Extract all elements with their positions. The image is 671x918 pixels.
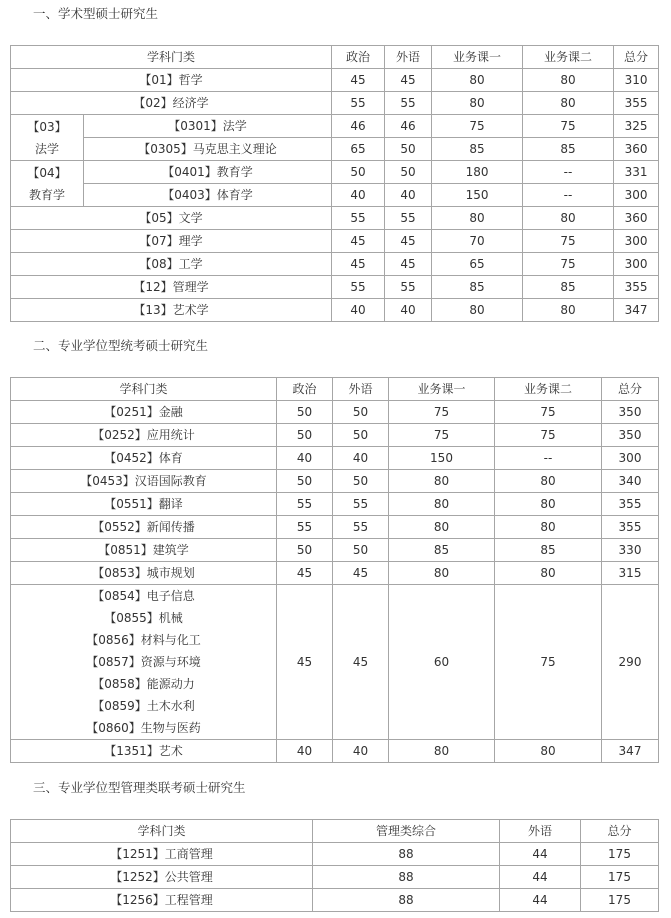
header-row (11, 820, 659, 843)
subject-cell: 【0851】建筑学 (11, 539, 277, 562)
score-cell: 50 (277, 539, 333, 562)
column-header: 政治 (332, 46, 385, 69)
score-cell: 55 (332, 276, 385, 299)
score-cell: 80 (495, 470, 602, 493)
subject-cell: 【1251】工商管理 (11, 843, 313, 866)
subject-cell: 【0401】教育学 (84, 161, 332, 184)
subject-cell: 【0453】汉语国际教育 (11, 470, 277, 493)
subject-group-cell (11, 161, 84, 207)
score-cell: 180 (432, 161, 523, 184)
score-cell: 46 (332, 115, 385, 138)
score-cell: 45 (332, 69, 385, 92)
professional-score-table (10, 377, 659, 763)
score-cell: 150 (389, 447, 495, 470)
score-cell: 310 (614, 69, 659, 92)
score-cell: 45 (277, 585, 333, 740)
score-cell: 65 (432, 253, 523, 276)
subject-cell: 【07】理学 (11, 230, 332, 253)
score-cell: 355 (614, 276, 659, 299)
subject-cell: 【0305】马克思主义理论 (84, 138, 332, 161)
table-row (11, 207, 659, 230)
table-row (11, 516, 659, 539)
table-row (11, 401, 659, 424)
section-title-professional: 二、专业学位型统考硕士研究生 (33, 338, 209, 353)
score-cell: 300 (614, 253, 659, 276)
column-header: 学科门类 (11, 378, 277, 401)
score-cell: 80 (523, 92, 614, 115)
subject-cell: 【1256】工程管理 (11, 889, 313, 912)
subject-line: 【0856】材料与化工 (86, 633, 201, 647)
score-cell: 300 (602, 447, 659, 470)
score-cell: 55 (333, 516, 389, 539)
subject-cell: 【08】工学 (11, 253, 332, 276)
score-cell: 150 (432, 184, 523, 207)
subject-line: 【0857】资源与环境 (86, 655, 201, 669)
score-cell: 50 (333, 470, 389, 493)
score-cell: 40 (277, 740, 333, 763)
score-cell: -- (495, 447, 602, 470)
table-row (11, 92, 659, 115)
subject-cell: 【05】文学 (11, 207, 332, 230)
column-header: 政治 (277, 378, 333, 401)
score-cell: 50 (333, 424, 389, 447)
subject-cell: 【0551】翻译 (11, 493, 277, 516)
management-score-table (10, 819, 659, 912)
score-cell: 80 (523, 299, 614, 322)
score-cell: 50 (277, 470, 333, 493)
score-cell: 44 (500, 889, 581, 912)
score-cell: 40 (333, 740, 389, 763)
score-cell: 70 (432, 230, 523, 253)
column-header: 业务课一 (432, 46, 523, 69)
score-cell: 355 (602, 516, 659, 539)
score-cell: 50 (277, 401, 333, 424)
header-row (11, 46, 659, 69)
score-cell: 75 (523, 115, 614, 138)
column-header: 业务课二 (495, 378, 602, 401)
score-cell: 80 (495, 562, 602, 585)
table-row (11, 889, 659, 912)
score-cell: 75 (523, 253, 614, 276)
score-cell: 50 (385, 161, 432, 184)
score-cell: 80 (389, 562, 495, 585)
score-cell: 45 (277, 562, 333, 585)
score-cell: 80 (389, 470, 495, 493)
score-cell: 75 (495, 424, 602, 447)
score-cell: 55 (277, 516, 333, 539)
table-row (11, 539, 659, 562)
column-header: 总分 (581, 820, 659, 843)
score-cell: 75 (389, 424, 495, 447)
score-cell: 331 (614, 161, 659, 184)
score-cell: 44 (500, 866, 581, 889)
score-cell: 75 (495, 585, 602, 740)
score-cell: -- (523, 184, 614, 207)
table-row (11, 447, 659, 470)
score-cell: 65 (332, 138, 385, 161)
score-cell: 85 (432, 138, 523, 161)
score-cell: 315 (602, 562, 659, 585)
subject-cell: 【13】艺术学 (11, 299, 332, 322)
subject-line: 教育学 (28, 187, 65, 202)
score-cell: 347 (614, 299, 659, 322)
score-cell: 80 (495, 516, 602, 539)
score-cell: 60 (389, 585, 495, 740)
score-cell: 45 (333, 585, 389, 740)
subject-cell: 【12】管理学 (11, 276, 332, 299)
score-cell: 85 (523, 138, 614, 161)
column-header: 外语 (385, 46, 432, 69)
subject-group-label: 【03】法学 (27, 119, 67, 156)
score-cell: 80 (432, 207, 523, 230)
table-row (11, 424, 659, 447)
score-cell: 50 (333, 539, 389, 562)
score-cell: 85 (523, 276, 614, 299)
subject-cell (11, 585, 277, 740)
subject-line: 【0860】生物与医药 (86, 721, 201, 735)
column-header: 业务课二 (523, 46, 614, 69)
score-cell: 80 (432, 299, 523, 322)
score-cell: 347 (602, 740, 659, 763)
score-cell: 80 (523, 207, 614, 230)
score-cell: 80 (389, 493, 495, 516)
subject-cell: 【1351】艺术 (11, 740, 277, 763)
score-cell: 45 (385, 253, 432, 276)
score-cell: 55 (333, 493, 389, 516)
score-cell: 350 (602, 401, 659, 424)
score-cell: 80 (432, 69, 523, 92)
score-cell: 44 (500, 843, 581, 866)
score-cell: 40 (332, 184, 385, 207)
table-row (11, 115, 659, 138)
score-cell: 80 (495, 493, 602, 516)
score-cell: 80 (523, 69, 614, 92)
score-cell: 300 (614, 184, 659, 207)
score-cell: 75 (432, 115, 523, 138)
subject-line: 【0855】机械 (104, 611, 183, 625)
score-cell: 355 (614, 92, 659, 115)
table-row (11, 470, 659, 493)
score-cell: 75 (523, 230, 614, 253)
section-title-management: 三、专业学位型管理类联考硕士研究生 (33, 780, 246, 795)
column-header: 外语 (500, 820, 581, 843)
academic-score-table (10, 45, 659, 322)
score-cell: 55 (385, 92, 432, 115)
score-cell: 50 (277, 424, 333, 447)
score-cell: 340 (602, 470, 659, 493)
section-title-academic: 一、学术型硕士研究生 (33, 6, 159, 21)
score-cell: 88 (313, 843, 500, 866)
column-header: 业务课一 (389, 378, 495, 401)
score-cell: 80 (389, 740, 495, 763)
score-cell: 40 (385, 299, 432, 322)
score-cell: 80 (389, 516, 495, 539)
score-cell: 45 (385, 230, 432, 253)
score-cell: 360 (614, 207, 659, 230)
table-row (11, 276, 659, 299)
score-cell: 55 (332, 92, 385, 115)
table-row (11, 230, 659, 253)
table-row (11, 866, 659, 889)
score-cell: 75 (389, 401, 495, 424)
score-cell: 50 (385, 138, 432, 161)
column-header: 外语 (333, 378, 389, 401)
score-cell: 85 (432, 276, 523, 299)
column-header: 管理类综合 (313, 820, 500, 843)
score-cell: 45 (385, 69, 432, 92)
score-cell: 45 (332, 230, 385, 253)
score-cell: 40 (332, 299, 385, 322)
score-cell: 175 (581, 889, 659, 912)
table-row (11, 69, 659, 92)
score-cell: 290 (602, 585, 659, 740)
subject-cell: 【0301】法学 (84, 115, 332, 138)
score-cell: 85 (495, 539, 602, 562)
score-cell: 45 (332, 253, 385, 276)
subject-line: 【0859】土木水利 (92, 699, 195, 713)
score-cell: 45 (333, 562, 389, 585)
score-cell: 360 (614, 138, 659, 161)
score-cell: 88 (313, 889, 500, 912)
score-cell: 355 (602, 493, 659, 516)
subject-cell: 【0853】城市规划 (11, 562, 277, 585)
score-cell: -- (523, 161, 614, 184)
score-cell: 40 (385, 184, 432, 207)
score-cell: 85 (389, 539, 495, 562)
score-cell: 55 (277, 493, 333, 516)
score-cell: 80 (432, 92, 523, 115)
subject-line: 【0858】能源动力 (92, 677, 195, 691)
score-cell: 88 (313, 866, 500, 889)
subject-cell: 【01】哲学 (11, 69, 332, 92)
table-row (11, 562, 659, 585)
table-row (11, 161, 659, 184)
score-cell: 325 (614, 115, 659, 138)
score-cell: 175 (581, 843, 659, 866)
table-row (11, 138, 659, 161)
score-cell: 75 (495, 401, 602, 424)
score-cell: 330 (602, 539, 659, 562)
subject-cell: 【0552】新闻传播 (11, 516, 277, 539)
table-row (11, 299, 659, 322)
column-header: 学科门类 (11, 46, 332, 69)
score-cell: 175 (581, 866, 659, 889)
table-row (11, 253, 659, 276)
score-cell: 50 (333, 401, 389, 424)
table-row (11, 184, 659, 207)
header-row (11, 378, 659, 401)
column-header: 总分 (602, 378, 659, 401)
score-cell: 40 (333, 447, 389, 470)
subject-cell: 【0251】金融 (11, 401, 277, 424)
subject-line: 【04】 (27, 165, 67, 180)
score-cell: 350 (602, 424, 659, 447)
column-header: 学科门类 (11, 820, 313, 843)
score-cell: 55 (332, 207, 385, 230)
subject-cell: 【0452】体育 (11, 447, 277, 470)
table-row (11, 493, 659, 516)
table-row (11, 585, 659, 740)
subject-cell: 【0252】应用统计 (11, 424, 277, 447)
subject-cell: 【0403】体育学 (84, 184, 332, 207)
table-row (11, 843, 659, 866)
table-row (11, 740, 659, 763)
score-cell: 40 (277, 447, 333, 470)
score-cell: 300 (614, 230, 659, 253)
score-cell: 80 (495, 740, 602, 763)
subject-group-cell (11, 115, 84, 161)
score-cell: 55 (385, 276, 432, 299)
score-cell: 46 (385, 115, 432, 138)
score-cell: 55 (385, 207, 432, 230)
column-header: 总分 (614, 46, 659, 69)
score-cell: 50 (332, 161, 385, 184)
subject-cell: 【1252】公共管理 (11, 866, 313, 889)
subject-cell: 【02】经济学 (11, 92, 332, 115)
subject-line: 【0854】电子信息 (92, 589, 195, 603)
